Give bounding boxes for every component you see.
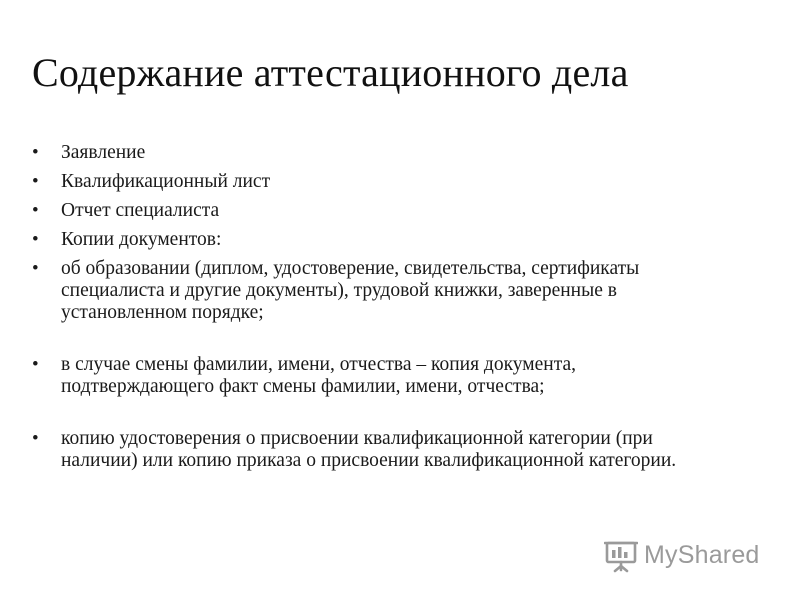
bullet-text: в случае смены фамилии, имени, отчества – копия документа, подтверждающего факт смены фамилии, имени, отчества; xyxy=(61,354,577,397)
bullet-dot: • xyxy=(32,200,39,221)
bullet-dot: • xyxy=(32,428,39,449)
myshared-watermark xyxy=(604,536,760,574)
bullet-dot: • xyxy=(32,258,39,279)
bullet-text: об образовании (диплом, удостоверение, свидетельства, сертификаты специалиста и другие документы), трудовой книжки, заверенные в установленном порядке; xyxy=(61,258,640,323)
presentation-board-icon xyxy=(604,537,638,573)
bullet-dot: • xyxy=(32,229,39,250)
bullet-item xyxy=(32,142,732,164)
bullet-item xyxy=(32,354,732,398)
bullet-item xyxy=(32,428,732,472)
bullet-dot: • xyxy=(32,354,39,375)
bullet-text: Квалификационный лист xyxy=(61,171,271,192)
bullet-text: Заявление xyxy=(61,142,146,163)
bullet-list xyxy=(32,142,732,472)
bullet-text: Отчет специалиста xyxy=(61,200,220,221)
bullet-item xyxy=(32,200,732,222)
bullet-text: Копии документов: xyxy=(61,229,222,250)
bullet-text: копию удостоверения о присвоении квалификационной категории (при наличии) или копию приказа о присвоении квалификационной категории. xyxy=(61,428,677,471)
bullet-item xyxy=(32,229,732,251)
bullet-dot: • xyxy=(32,171,39,192)
bullet-item xyxy=(32,171,732,193)
slide-title: Содержание аттестационного дела xyxy=(32,50,629,95)
bullet-item xyxy=(32,258,732,324)
watermark-text: MyShared xyxy=(644,540,760,569)
bullet-dot: • xyxy=(32,142,39,163)
